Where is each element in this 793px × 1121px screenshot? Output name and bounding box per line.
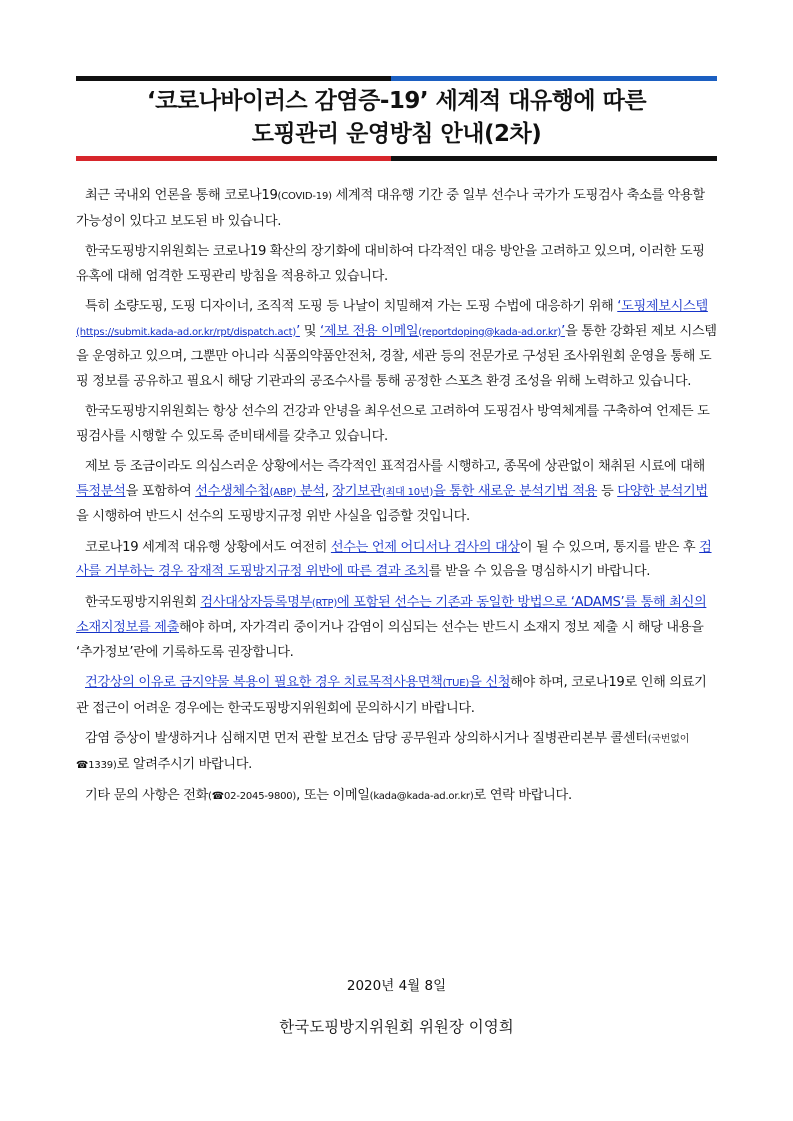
header-bar-black [76, 76, 391, 81]
title-underline-red [76, 156, 391, 161]
paragraph-whereabouts: 한국도핑방지위원회 검사대상자등록명부(RTP)에 포함된 선수는 기존과 동일한 방법으로 ‘ADAMS’를 통해 최신의 소재지정보를 제출해야 하며, 자가격리 중이거나 감염이 의심되는 선수는 반드시 소재지 정보 제출 시 해당 내용을 ‘추가정보’란에 기록하도록 권장합니다. [76, 594, 707, 660]
various-methods-link[interactable]: 다양한 분석기법 [617, 483, 708, 499]
contact-email: (kada@kada-ad.or.kr) [369, 791, 474, 802]
paragraph-testing-anytime: 코로나19 세계적 대유행 상황에서도 여전히 선수는 언제 어디서나 검사의 대상이 될 수 있으며, 통지를 받은 후 검사를 거부하는 경우 잠재적 도핑방지규정 위반에 따른 결과 조치를 받을 수 있음을 명심하시기 바랍니다. [76, 539, 712, 579]
refusal-consequences-link[interactable]: 검사를 거부하는 경우 잠재적 도핑방지규정 위반에 따른 결과 조치 [76, 539, 712, 579]
paragraph-kada-policy: 한국도핑방지위원회는 코로나19 확산의 장기화에 대비하여 다각적인 대응 방안을 고려하고 있으며, 이러한 도핑 유혹에 대해 엄격한 도핑관리 방침을 적용하고 있습니다. [76, 244, 705, 284]
paragraph-tue: 건강상의 이유로 금지약물 복용이 필요한 경우 치료목적사용면책(TUE)을 신청해야 하며, 코로나19로 인해 의료기관 접근이 어려운 경우에는 한국도핑방지위원회에 문의하시기 바랍니다. [76, 675, 707, 716]
paragraph-covid-reports: 최근 국내외 언론을 통해 코로나19(COVID-19) 세계적 대유행 기간 중 일부 선수나 국가가 도핑검사 축소를 악용할 가능성이 있다고 보도된 바 있습니다. [76, 188, 705, 229]
document-title [76, 85, 717, 151]
signature: 한국도핑방지위원회 위원장 이영희 [279, 1018, 514, 1036]
contact-phone: (☎02-2045-9800) [208, 791, 297, 802]
doping-report-system-link[interactable]: ‘도핑제보시스템(https://submit.kada-ad.or.kr/rpt/dispatch.act)’ [76, 299, 708, 339]
title-underline-black [391, 156, 717, 161]
paragraph-analysis-methods: 제보 등 조금이라도 의심스러운 상황에서는 즉각적인 표적검사를 시행하고, 종목에 상관없이 채취된 시료에 대해 특정분석을 포함하여 선수생체수첩(ABP) 분석, 장기보관(최대 10년)을 통한 새로운 분석기법 적용 등 다양한 분석기법을 시행하여 반드시 선수의 도핑방지규정 위반 사실을 입증할 것입니다. [76, 459, 708, 524]
title-line-1: ‘코로나바이러스 감염증-19’ 세계적 대유행에 따른 [146, 88, 647, 114]
header-bar-blue [391, 76, 717, 81]
paragraph-report-system: 특히 소량도핑, 도핑 디자이너, 조직적 도핑 등 나날이 치밀해져 가는 도핑 수법에 대응하기 위해 ‘도핑제보시스템(https://submit.kada-ad.or.kr/rpt/dispatch.act)’ 및 ‘제보 전용 이메일(reportdoping@kada-ad.or.kr)’을 통한 강화된 제보 시스템을 운영하고 있으며, 그뿐만 아니라 식품의약품안전처, 경찰, 세관 등의 전문가로 구성된 조사위원회 운영을 통해 도핑 정보를 공유하고 필요시 해당 기관과의 공조수사를 통해 공정한 스포츠 환경 조성을 위해 노력하고 있습니다. [76, 299, 717, 389]
paragraph-symptoms: 감염 증상이 발생하거나 심해지면 먼저 관할 보건소 담당 공무원과 상의하시거나 질병관리본부 콜센터(국번없이 ☎1339)로 알려주시기 바랍니다. [76, 731, 690, 772]
report-email-link[interactable]: ‘제보 전용 이메일(reportdoping@kada-ad.or.kr)’ [319, 323, 565, 339]
title-line-2: 도핑관리 운영방침 안내(2차) [251, 121, 542, 147]
testing-anytime-link[interactable]: 선수는 언제 어디서나 검사의 대상 [330, 539, 520, 555]
document-body [76, 184, 717, 816]
tue-application-link[interactable]: 건강상의 이유로 금지약물 복용이 필요한 경우 치료목적사용면책(TUE)을 신청 [85, 675, 511, 690]
long-term-storage-link[interactable]: 장기보관(최대 10년)을 통한 새로운 분석기법 적용 [332, 483, 598, 499]
paragraph-contact: 기타 문의 사항은 전화(☎02-2045-9800), 또는 이메일(kada@kada-ad.or.kr)로 연락 바랍니다. [85, 788, 572, 803]
specific-analysis-link[interactable]: 특정분석 [76, 483, 126, 499]
document-date: 2020년 4월 8일 [346, 978, 447, 994]
paragraph-testing-readiness: 한국도핑방지위원회는 항상 선수의 건강과 안녕을 최우선으로 고려하여 도핑검사 방역체계를 구축하여 언제든 도핑검사를 시행할 수 있도록 준비태세를 갖추고 있습니다. [76, 404, 710, 444]
rtp-whereabouts-link[interactable]: 검사대상자등록명부(RTP)에 포함된 선수는 기존과 동일한 방법으로 ‘ADAMS’를 통해 최신의 소재지정보를 제출 [76, 594, 707, 635]
abp-analysis-link[interactable]: 선수생체수첩(ABP) 분석 [195, 483, 325, 499]
